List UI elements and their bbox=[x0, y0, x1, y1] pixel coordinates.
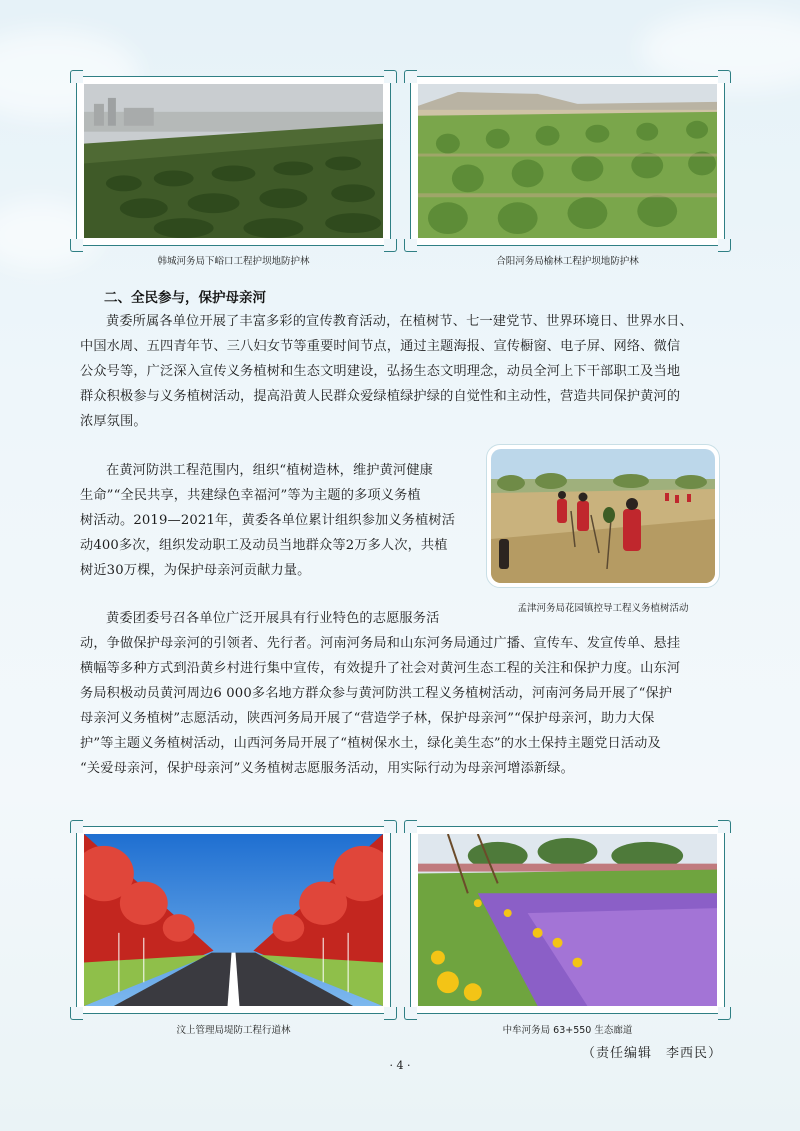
paragraph-line: 浓厚氛围。 bbox=[80, 414, 147, 429]
paragraph-line: 树近30万棵，为保护母亲河贡献力量。 bbox=[80, 563, 311, 578]
paragraph-line: 母亲河义务植树”志愿活动，陕西河务局开展了“营造学子林，保护母亲河”“保护母亲河，助力大保 bbox=[80, 711, 655, 726]
paragraph-line: 动400多次，组织发动职工及动员当地群众等2万多人次，共植 bbox=[80, 538, 448, 553]
paragraph-line: “关爱母亲河，保护母亲河”义务植树志愿服务活动，用实际行动为母亲河增添新绿。 bbox=[80, 761, 574, 776]
paragraph-2 bbox=[80, 458, 476, 583]
caption-mengjin: 孟津河务局花园镇控导工程义务植树活动 bbox=[517, 603, 689, 614]
photo-frame-heyang bbox=[410, 76, 725, 246]
caption-hancheng: 韩城河务局下峪口工程护坝地防护林 bbox=[157, 256, 310, 267]
paragraph-3 bbox=[80, 606, 720, 781]
paragraph-line: 群众积极参与义务植树活动，提高沿黄人民群众爱绿植绿护绿的自觉性和主动性，营造共同保护黄河的 bbox=[80, 389, 681, 404]
caption-wenshang: 汶上管理局堤防工程行道林 bbox=[176, 1025, 291, 1036]
photo-frame-zhongmou bbox=[410, 826, 725, 1014]
photo-mengjin-tree-planting bbox=[491, 449, 715, 583]
photo-frame-hancheng bbox=[76, 76, 391, 246]
paragraph-line: 护”等主题义务植树活动，山西河务局开展了“植树保水土，绿化美生态”的水土保持主题党日活动及 bbox=[80, 736, 661, 751]
paragraph-line: 中国水周、五四青年节、三八妇女节等重要时间节点，通过主题海报、宣传橱窗、电子屏、网络、微信 bbox=[80, 339, 681, 354]
caption-zhongmou: 中牟河务局 63+550 生态廊道 bbox=[502, 1025, 633, 1036]
paragraph-line: 树活动。2019—2021年，黄委各单位累计组织参加义务植树活 bbox=[80, 513, 456, 528]
paragraph-line: 横幅等多种方式到沿黄乡村进行集中宣传，有效提升了社会对黄河生态工程的关注和保护力度。山东河 bbox=[80, 661, 681, 676]
paragraph-1 bbox=[80, 309, 720, 434]
paragraph-line: 黄委所属各单位开展了丰富多彩的宣传教育活动，在植树节、七一建党节、世界环境日、世界水日、 bbox=[106, 314, 693, 329]
section-heading: 二、全民参与，保护母亲河 bbox=[104, 290, 266, 306]
photo-frame-wenshang bbox=[76, 826, 391, 1014]
paragraph-line: 动，争做保护母亲河的引领者、先行者。河南河务局和山东河务局通过广播、宣传车、发宣传单、悬挂 bbox=[80, 636, 681, 651]
page-number: · 4 · bbox=[389, 1059, 411, 1072]
photo-zhongmou-eco-corridor bbox=[418, 834, 717, 1006]
caption-heyang: 合阳河务局榆林工程护坝地防护林 bbox=[496, 256, 639, 267]
photo-wenshang-tree-lined-road bbox=[84, 834, 383, 1006]
photo-hancheng-forest bbox=[84, 84, 383, 238]
paragraph-line: 公众号等，广泛深入宣传义务植树和生态文明建设，弘扬生态文明理念，动员全河上下干部职工及当地 bbox=[80, 364, 681, 379]
photo-frame-mengjin bbox=[486, 444, 720, 588]
paragraph-line: 黄委团委号召各单位广泛开展具有行业特色的志愿服务活 bbox=[106, 611, 440, 626]
photo-heyang-forest bbox=[418, 84, 717, 238]
paragraph-line: 在黄河防洪工程范围内，组织“植树造林，维护黄河健康 bbox=[106, 463, 433, 478]
paragraph-line: 务局积极动员黄河周边6 000多名地方群众参与黄河防洪工程义务植树活动，河南河务局开展了“保护 bbox=[80, 686, 673, 701]
paragraph-line: 生命”“全民共享，共建绿色幸福河”等为主题的多项义务植 bbox=[80, 488, 421, 503]
editor-note: （责任编辑 李西民） bbox=[581, 1046, 722, 1061]
